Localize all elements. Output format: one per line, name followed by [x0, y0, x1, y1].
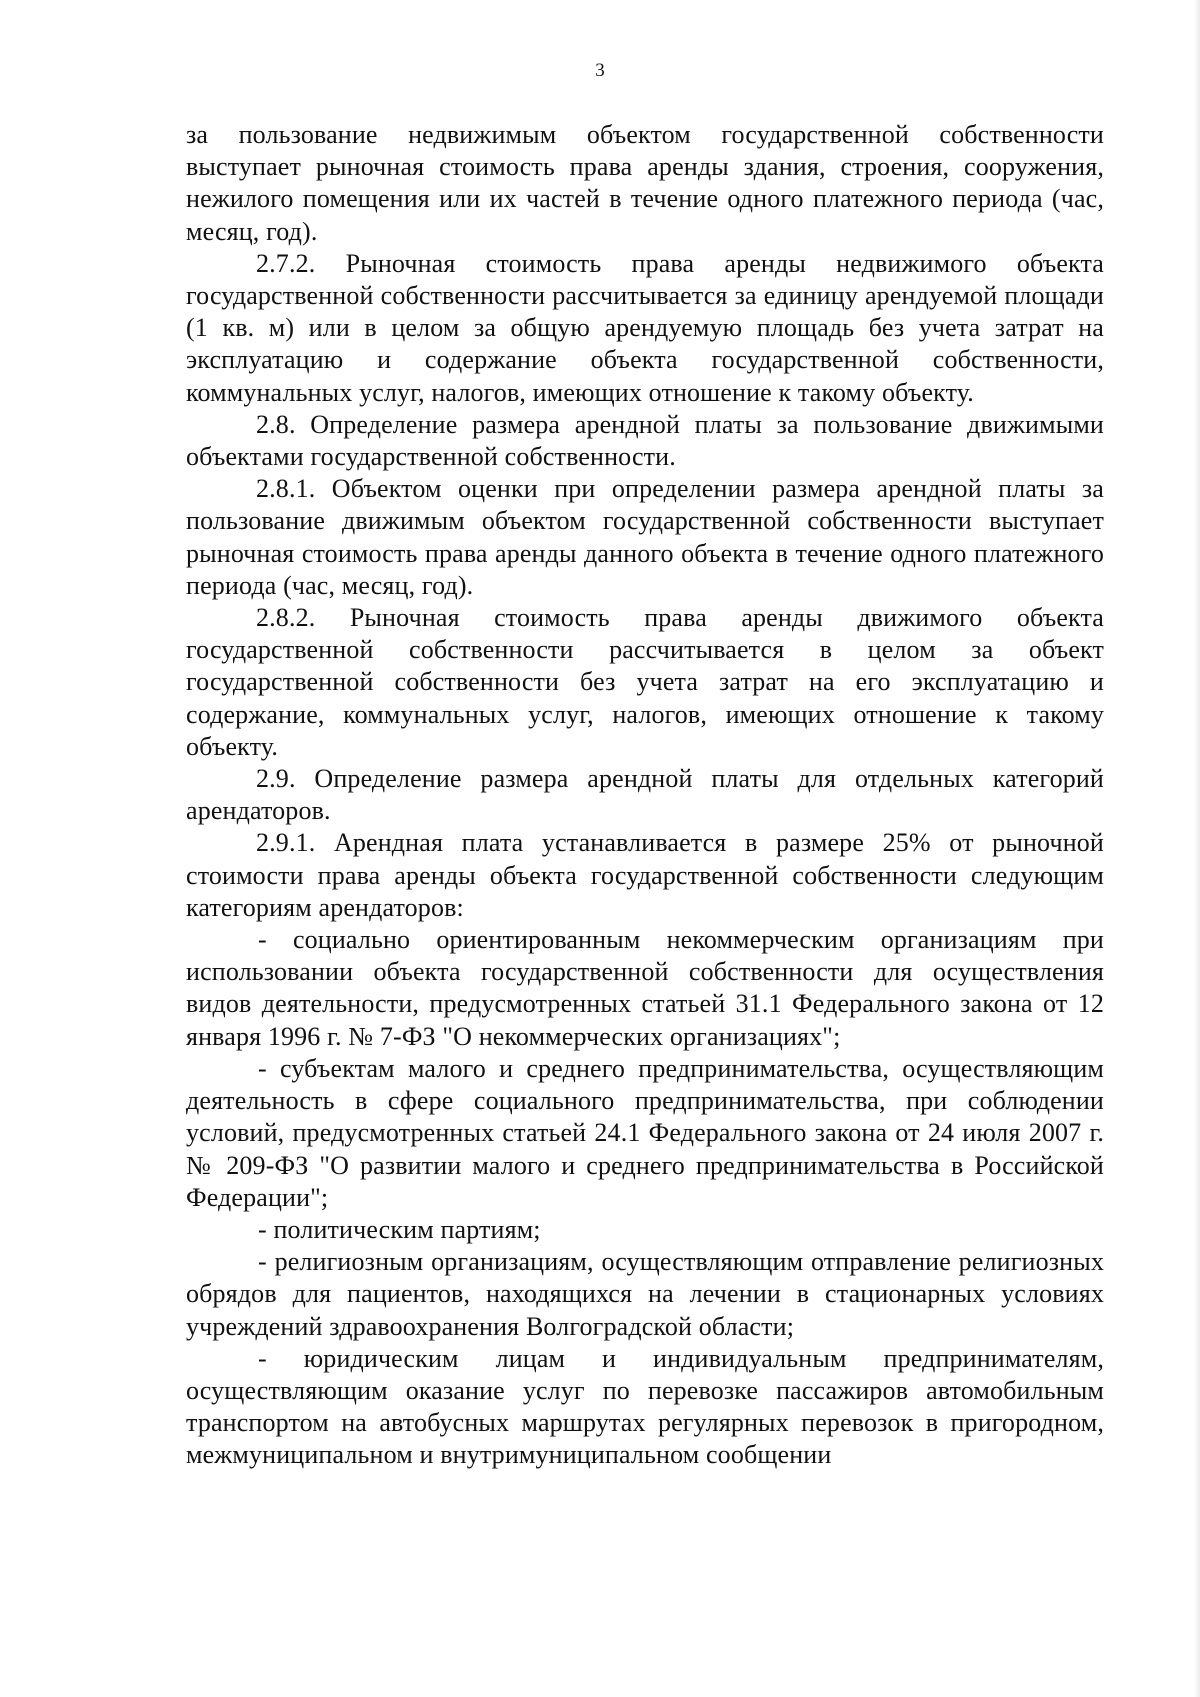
- paragraph-continuation: за пользование недвижимым объектом государственной собственности выступает рыночная стоимость права аренды здания, строения, сооружения, нежилого помещения или их частей в течение одного платежного периода (час, месяц, год).: [186, 120, 1104, 246]
- list-item-transport: - юридическим лицам и индивидуальным предпринимателям, осуществляющим оказание услуг по перевозке пассажиров автомобильным транспортом на автобусных маршрутах регулярных перевозок в пригородном, межмуниципальном и внутримуниципальном сообщении: [186, 1343, 1104, 1470]
- document-body: [186, 119, 1104, 1472]
- paragraph-2-9: 2.9. Определение размера арендной платы для отдельных категорий арендаторов.: [186, 764, 1104, 826]
- paragraph-2-8: 2.8. Определение размера арендной платы за пользование движимыми объектами государственной собственности.: [186, 409, 1104, 472]
- list-item-religious-orgs: - религиозным организациям, осуществляющим отправление религиозных обрядов для пациентов, находящихся на лечении в стационарных условиях учреждений здравоохранения Волгоградской области;: [186, 1247, 1104, 1341]
- page-edge: [1194, 0, 1200, 1697]
- paragraph-2-7-2: 2.7.2. Рыночная стоимость права аренды недвижимого объекта государственной собственности рассчитывается за единицу арендуемой площади (1 кв. м) или в целом за общую арендуемую площадь без учета затрат на эксплуатацию и содержание объекта государственной собственности, коммунальных услуг, налогов, имеющих отношение к такому объекту.: [186, 248, 1104, 407]
- paragraph-2-9-1: 2.9.1. Арендная плата устанавливается в размере 25% от рыночной стоимости права аренды объекта государственной собственности следующим категориям арендаторов:: [186, 828, 1104, 922]
- list-item-nonprofits: - социально ориентированным некоммерческим организациям при использовании объекта государственной собственности для осуществления видов деятельности, предусмотренных статьей 31.1 Федерального закона от 12 января 1996 г. № 7-ФЗ "О некоммерческих организациях";: [186, 925, 1104, 1051]
- paragraph-2-8-1: 2.8.1. Объектом оценки при определении размера арендной платы за пользование движимым объектом государственной собственности выступает рыночная стоимость права аренды данного объекта в течение одного платежного периода (час, месяц, год).: [186, 474, 1104, 600]
- paragraph-2-8-2: 2.8.2. Рыночная стоимость права аренды движимого объекта государственной собственности рассчитывается в целом за объект государственной собственности без учета затрат на его эксплуатацию и содержание, коммунальных услуг, налогов, имеющих отношение к такому объекту.: [186, 603, 1104, 761]
- page-number: 3: [595, 60, 605, 81]
- list-item-political-parties: - политическим партиям;: [258, 1214, 541, 1244]
- list-item-small-business: - субъектам малого и среднего предпринимательства, осуществляющим деятельность в сфере социального предпринимательства, при соблюдении условий, предусмотренных статьей 24.1 Федерального закона от 24 июля 2007 г. № 209-ФЗ "О развитии малого и среднего предпринимательства в Российской Федерации";: [186, 1053, 1104, 1212]
